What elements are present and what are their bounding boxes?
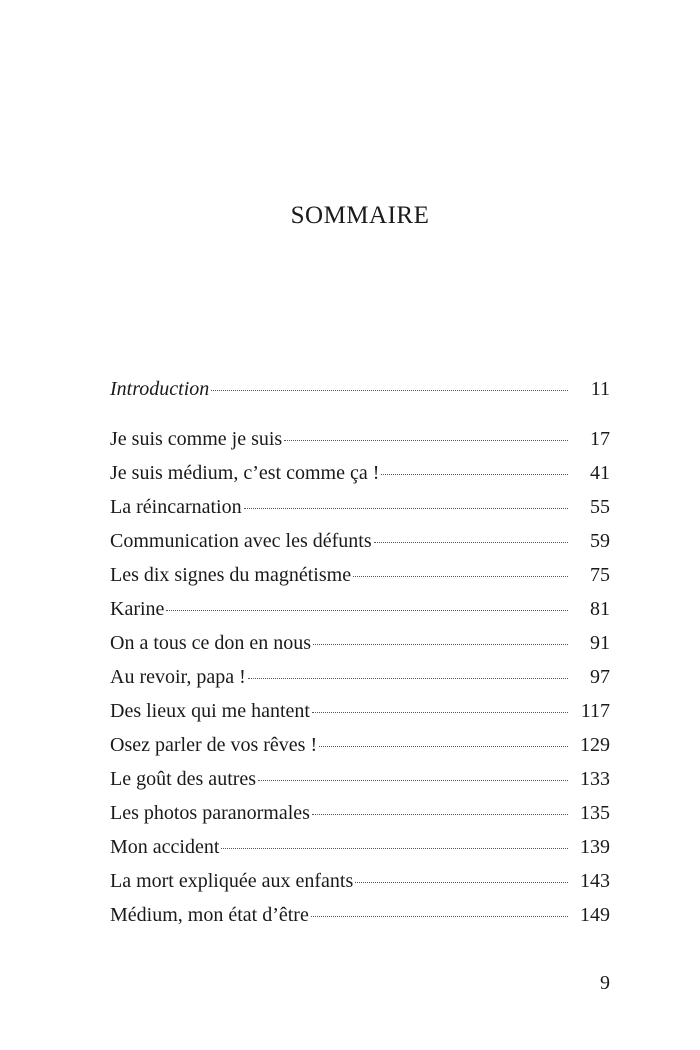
toc-entry-introduction xyxy=(110,378,610,412)
toc-entry xyxy=(110,496,610,530)
toc-entry-page: 55 xyxy=(590,496,610,518)
toc-entry-page: 149 xyxy=(580,904,610,926)
toc-entry-page: 139 xyxy=(580,836,610,858)
toc-entry-label: La mort expliquée aux enfants xyxy=(110,870,354,892)
toc-entry xyxy=(110,836,610,870)
toc-entry-label: Communication avec les défunts xyxy=(110,530,372,552)
toc-entry-label: Le goût des autres xyxy=(110,768,257,790)
toc-entry-page: 135 xyxy=(580,802,610,824)
toc-entry xyxy=(110,564,610,598)
toc-entry-label: Karine xyxy=(110,598,165,620)
toc-entry-page: 11 xyxy=(590,378,610,400)
dot-leader xyxy=(312,814,568,815)
dot-leader xyxy=(221,848,568,849)
toc-entry xyxy=(110,666,610,700)
toc-entry xyxy=(110,428,610,462)
dot-leader xyxy=(312,712,568,713)
toc-entry-page: 117 xyxy=(580,700,610,722)
toc-entry-page: 133 xyxy=(580,768,610,790)
toc-entry-page: 41 xyxy=(590,462,610,484)
toc-entry-page: 129 xyxy=(580,734,610,756)
dot-leader xyxy=(374,542,568,543)
toc-entry-label: Je suis comme je suis xyxy=(110,428,283,450)
dot-leader xyxy=(381,474,568,475)
toc-entry-label: On a tous ce don en nous xyxy=(110,632,312,654)
dot-leader xyxy=(355,882,568,883)
toc-entry xyxy=(110,734,610,768)
toc-entry xyxy=(110,462,610,496)
toc-entry xyxy=(110,530,610,564)
toc-entry-label: Au revoir, papa ! xyxy=(110,666,246,688)
dot-leader xyxy=(244,508,568,509)
dot-leader xyxy=(284,440,568,441)
toc-entry-label: Introduction xyxy=(110,378,210,400)
toc-entry-label: Mon accident xyxy=(110,836,220,858)
toc-entry xyxy=(110,904,610,938)
toc-entry-label: Je suis médium, c’est comme ça ! xyxy=(110,462,380,484)
dot-leader xyxy=(211,390,568,391)
dot-leader xyxy=(353,576,568,577)
dot-leader xyxy=(166,610,568,611)
toc-entry-label: Osez parler de vos rêves ! xyxy=(110,734,318,756)
toc-entry-label: Les dix signes du magnétisme xyxy=(110,564,352,586)
page-number: 9 xyxy=(600,972,610,994)
dot-leader xyxy=(313,644,568,645)
toc-entry-page: 75 xyxy=(590,564,610,586)
toc-entry xyxy=(110,700,610,734)
toc-entry xyxy=(110,802,610,836)
toc-entry-label: La réincarnation xyxy=(110,496,242,518)
toc-entry xyxy=(110,598,610,632)
toc-entry-page: 143 xyxy=(580,870,610,892)
toc-entry-page: 81 xyxy=(590,598,610,620)
toc-entry-page: 97 xyxy=(590,666,610,688)
page-title: SOMMAIRE xyxy=(290,202,430,229)
toc-entry xyxy=(110,632,610,666)
toc-entry xyxy=(110,870,610,904)
dot-leader xyxy=(311,916,568,917)
toc-entry-label: Médium, mon état d’être xyxy=(110,904,309,926)
dot-leader xyxy=(258,780,568,781)
toc-entry xyxy=(110,768,610,802)
dot-leader xyxy=(319,746,568,747)
toc-entry-page: 59 xyxy=(590,530,610,552)
toc-entry-label: Des lieux qui me hantent xyxy=(110,700,310,722)
toc-entry-page: 17 xyxy=(590,428,610,450)
toc-entry-page: 91 xyxy=(590,632,610,654)
table-of-contents xyxy=(110,378,610,938)
toc-entry-label: Les photos paranormales xyxy=(110,802,310,824)
dot-leader xyxy=(248,678,568,679)
